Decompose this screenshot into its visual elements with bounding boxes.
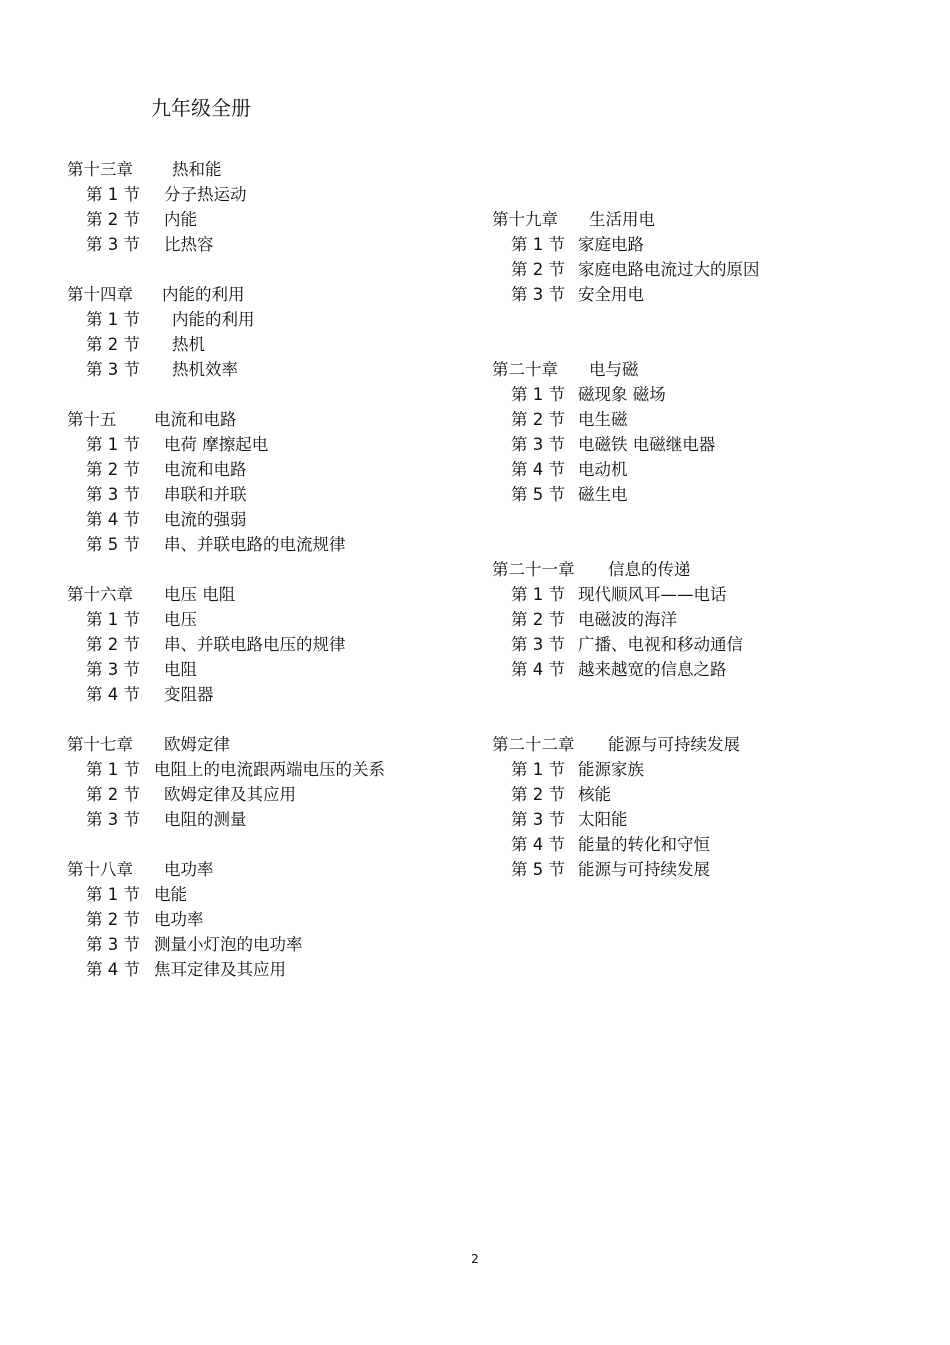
chapter-number: 第十六章 bbox=[67, 585, 133, 604]
chapter-heading bbox=[67, 282, 487, 307]
chapter-heading bbox=[67, 732, 487, 757]
section-item bbox=[492, 232, 912, 257]
section-number: 第 3 节 bbox=[511, 635, 565, 654]
section-item bbox=[492, 482, 912, 507]
section-number: 第 1 节 bbox=[86, 760, 140, 779]
section-number: 第 2 节 bbox=[511, 610, 565, 629]
section-item bbox=[67, 757, 487, 782]
section-item bbox=[492, 257, 912, 282]
section-title: 能量的转化和守恒 bbox=[578, 835, 710, 854]
section-number: 第 4 节 bbox=[86, 960, 140, 979]
section-title: 欧姆定律及其应用 bbox=[164, 785, 296, 804]
section-number: 第 1 节 bbox=[511, 585, 565, 604]
section-number: 第 2 节 bbox=[86, 785, 140, 804]
section-number: 第 5 节 bbox=[511, 485, 565, 504]
chapter-block bbox=[67, 582, 487, 707]
section-item bbox=[492, 632, 912, 657]
page-title: 九年级全册 bbox=[151, 96, 251, 120]
section-number: 第 2 节 bbox=[86, 635, 140, 654]
section-title: 电流的强弱 bbox=[164, 510, 247, 529]
section-number: 第 2 节 bbox=[511, 260, 565, 279]
chapter-number: 第二十一章 bbox=[492, 560, 575, 579]
section-title: 电流和电路 bbox=[164, 460, 247, 479]
chapter-number: 第十三章 bbox=[67, 160, 133, 179]
chapter-block bbox=[492, 357, 912, 507]
chapter-title: 生活用电 bbox=[589, 210, 655, 229]
section-number: 第 2 节 bbox=[511, 410, 565, 429]
section-title: 越来越宽的信息之路 bbox=[578, 660, 727, 679]
chapter-block bbox=[67, 282, 487, 382]
section-title: 焦耳定律及其应用 bbox=[154, 960, 286, 979]
chapter-heading bbox=[492, 357, 912, 382]
section-item bbox=[67, 957, 487, 982]
section-title: 电磁波的海洋 bbox=[578, 610, 677, 629]
chapter-title: 信息的传递 bbox=[608, 560, 691, 579]
section-item bbox=[67, 907, 487, 932]
section-item bbox=[67, 882, 487, 907]
chapter-heading bbox=[67, 407, 487, 432]
section-number: 第 3 节 bbox=[86, 360, 140, 379]
section-title: 安全用电 bbox=[578, 285, 644, 304]
section-item bbox=[492, 782, 912, 807]
section-number: 第 2 节 bbox=[86, 910, 140, 929]
section-item bbox=[67, 782, 487, 807]
section-number: 第 3 节 bbox=[86, 485, 140, 504]
chapter-heading bbox=[492, 207, 912, 232]
section-item bbox=[67, 807, 487, 832]
section-item bbox=[492, 607, 912, 632]
section-item bbox=[492, 382, 912, 407]
section-title: 磁生电 bbox=[578, 485, 628, 504]
section-item bbox=[492, 807, 912, 832]
chapter-block bbox=[67, 157, 487, 257]
section-item bbox=[67, 932, 487, 957]
section-title: 电磁铁 电磁继电器 bbox=[578, 435, 716, 454]
section-item bbox=[67, 182, 487, 207]
section-number: 第 3 节 bbox=[86, 235, 140, 254]
section-number: 第 4 节 bbox=[511, 660, 565, 679]
section-number: 第 5 节 bbox=[86, 535, 140, 554]
section-title: 分子热运动 bbox=[164, 185, 247, 204]
section-item bbox=[67, 682, 487, 707]
section-number: 第 3 节 bbox=[511, 435, 565, 454]
section-number: 第 1 节 bbox=[86, 310, 140, 329]
chapter-number: 第二十章 bbox=[492, 360, 558, 379]
section-item bbox=[492, 457, 912, 482]
section-item bbox=[492, 757, 912, 782]
chapter-title: 欧姆定律 bbox=[164, 735, 230, 754]
section-item bbox=[67, 607, 487, 632]
section-item bbox=[67, 632, 487, 657]
section-title: 电阻上的电流跟两端电压的关系 bbox=[154, 760, 385, 779]
section-title: 比热容 bbox=[164, 235, 214, 254]
section-item bbox=[67, 332, 487, 357]
section-title: 内能 bbox=[164, 210, 197, 229]
section-title: 能源家族 bbox=[578, 760, 644, 779]
section-title: 变阻器 bbox=[164, 685, 214, 704]
section-title: 核能 bbox=[578, 785, 611, 804]
section-title: 现代顺风耳——电话 bbox=[578, 585, 727, 604]
section-number: 第 4 节 bbox=[86, 685, 140, 704]
chapter-block bbox=[492, 557, 912, 682]
section-title: 能源与可持续发展 bbox=[578, 860, 710, 879]
section-number: 第 1 节 bbox=[86, 185, 140, 204]
toc-left-column bbox=[67, 157, 487, 982]
page-number: 2 bbox=[471, 1252, 479, 1266]
section-number: 第 4 节 bbox=[511, 835, 565, 854]
chapter-number: 第十九章 bbox=[492, 210, 558, 229]
section-item bbox=[67, 207, 487, 232]
section-title: 电动机 bbox=[578, 460, 628, 479]
chapter-number: 第二十二章 bbox=[492, 735, 575, 754]
section-number: 第 3 节 bbox=[86, 810, 140, 829]
section-title: 热机效率 bbox=[172, 360, 238, 379]
section-title: 电压 bbox=[164, 610, 197, 629]
section-item bbox=[67, 482, 487, 507]
section-number: 第 1 节 bbox=[511, 760, 565, 779]
section-number: 第 1 节 bbox=[86, 610, 140, 629]
chapter-heading bbox=[67, 857, 487, 882]
section-number: 第 1 节 bbox=[511, 385, 565, 404]
chapter-number: 第十七章 bbox=[67, 735, 133, 754]
section-title: 电能 bbox=[154, 885, 187, 904]
section-title: 串、并联电路的电流规律 bbox=[164, 535, 346, 554]
section-item bbox=[67, 232, 487, 257]
section-title: 电荷 摩擦起电 bbox=[164, 435, 269, 454]
section-number: 第 2 节 bbox=[86, 460, 140, 479]
section-item bbox=[67, 657, 487, 682]
section-title: 内能的利用 bbox=[172, 310, 255, 329]
section-item bbox=[492, 407, 912, 432]
section-title: 电阻的测量 bbox=[164, 810, 247, 829]
chapter-block bbox=[67, 857, 487, 982]
section-item bbox=[492, 582, 912, 607]
section-item bbox=[67, 507, 487, 532]
section-title: 家庭电路 bbox=[578, 235, 644, 254]
section-item bbox=[67, 307, 487, 332]
chapter-heading bbox=[67, 157, 487, 182]
chapter-number: 第十四章 bbox=[67, 285, 133, 304]
chapter-title: 内能的利用 bbox=[162, 285, 245, 304]
section-number: 第 5 节 bbox=[511, 860, 565, 879]
section-number: 第 3 节 bbox=[511, 285, 565, 304]
section-item bbox=[492, 282, 912, 307]
section-number: 第 2 节 bbox=[511, 785, 565, 804]
chapter-title: 电压 电阻 bbox=[164, 585, 236, 604]
chapter-block bbox=[67, 732, 487, 832]
chapter-title: 电流和电路 bbox=[154, 410, 237, 429]
chapter-number: 第十八章 bbox=[67, 860, 133, 879]
section-number: 第 3 节 bbox=[511, 810, 565, 829]
chapter-heading bbox=[67, 582, 487, 607]
section-number: 第 1 节 bbox=[511, 235, 565, 254]
section-number: 第 3 节 bbox=[86, 660, 140, 679]
toc-right-column bbox=[492, 207, 912, 882]
chapter-title: 电功率 bbox=[164, 860, 214, 879]
chapter-title: 能源与可持续发展 bbox=[608, 735, 740, 754]
section-item bbox=[492, 657, 912, 682]
section-item bbox=[67, 357, 487, 382]
chapter-block bbox=[67, 407, 487, 557]
chapter-block bbox=[492, 207, 912, 307]
section-item bbox=[67, 532, 487, 557]
section-item bbox=[492, 832, 912, 857]
section-number: 第 1 节 bbox=[86, 885, 140, 904]
chapter-heading bbox=[492, 732, 912, 757]
section-number: 第 3 节 bbox=[86, 935, 140, 954]
section-number: 第 4 节 bbox=[86, 510, 140, 529]
section-title: 热机 bbox=[172, 335, 205, 354]
section-title: 串、并联电路电压的规律 bbox=[164, 635, 346, 654]
section-number: 第 2 节 bbox=[86, 210, 140, 229]
chapter-title: 电与磁 bbox=[589, 360, 639, 379]
section-item bbox=[492, 857, 912, 882]
section-title: 电生磁 bbox=[578, 410, 628, 429]
section-title: 家庭电路电流过大的原因 bbox=[578, 260, 760, 279]
section-title: 磁现象 磁场 bbox=[578, 385, 666, 404]
section-number: 第 1 节 bbox=[86, 435, 140, 454]
section-item bbox=[67, 457, 487, 482]
section-item bbox=[492, 432, 912, 457]
section-item bbox=[67, 432, 487, 457]
section-title: 串联和并联 bbox=[164, 485, 247, 504]
chapter-number: 第十五 bbox=[67, 410, 117, 429]
section-number: 第 4 节 bbox=[511, 460, 565, 479]
chapter-heading bbox=[492, 557, 912, 582]
section-title: 广播、电视和移动通信 bbox=[578, 635, 743, 654]
section-number: 第 2 节 bbox=[86, 335, 140, 354]
section-title: 测量小灯泡的电功率 bbox=[154, 935, 303, 954]
section-title: 电阻 bbox=[164, 660, 197, 679]
chapter-title: 热和能 bbox=[172, 160, 222, 179]
section-title: 太阳能 bbox=[578, 810, 628, 829]
chapter-block bbox=[492, 732, 912, 882]
section-title: 电功率 bbox=[154, 910, 204, 929]
